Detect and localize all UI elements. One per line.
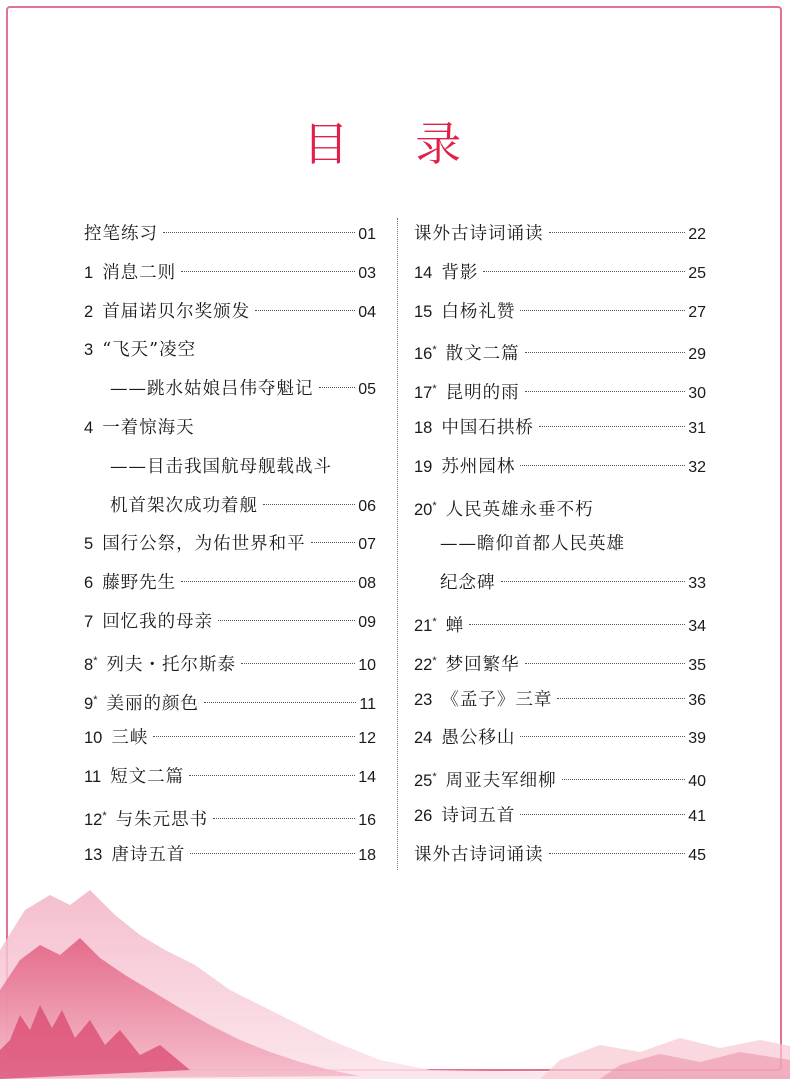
toc-entry[interactable] (84, 603, 376, 642)
toc-entry[interactable] (84, 448, 376, 487)
dot-leader (263, 504, 355, 505)
dot-leader (525, 663, 686, 664)
entry-title: 纪念碑 (440, 573, 496, 594)
entry-title: ——目击我国航母舰载战斗 (110, 456, 332, 477)
entry-title: 愚公移山 (441, 728, 516, 749)
page-number: 33 (688, 575, 706, 593)
entry-number: 2 (84, 302, 94, 321)
toc-entry[interactable] (84, 254, 376, 293)
entry-title: 背影 (441, 262, 479, 283)
page-number: 22 (688, 226, 706, 243)
entry-title: 列夫・托尔斯泰 (106, 654, 236, 675)
page-title: 目 录 (302, 117, 488, 171)
entry-title: 三峡 (111, 728, 149, 749)
toc-entry[interactable] (414, 370, 706, 409)
entry-number: 21* (414, 615, 437, 635)
dot-leader (520, 465, 685, 466)
page-number: 16 (358, 811, 376, 829)
dot-leader (469, 624, 685, 625)
optional-marker: * (432, 344, 437, 357)
page-number: 25 (688, 264, 706, 282)
dot-leader (255, 310, 355, 311)
dot-leader (501, 581, 686, 582)
toc-entry[interactable] (414, 642, 706, 681)
toc-entry[interactable] (414, 215, 706, 254)
page-number: 18 (358, 846, 376, 864)
toc-entry[interactable] (84, 797, 376, 836)
entry-number: 11 (84, 768, 102, 787)
entry-title: 机首架次成功着舰 (110, 495, 258, 516)
toc-entry[interactable] (414, 758, 706, 797)
optional-marker: * (432, 383, 437, 396)
page-number: 10 (358, 656, 376, 674)
toc-entry[interactable] (84, 409, 376, 448)
entry-title: 藤野先生 (102, 573, 177, 594)
entry-title: 梦回繁华 (445, 654, 520, 675)
entry-number: 16* (414, 344, 437, 364)
entry-number: 5 (84, 535, 94, 554)
entry-number: 22* (414, 654, 437, 674)
toc-entry[interactable] (414, 409, 706, 448)
dot-leader (181, 581, 355, 582)
entry-title: 短文二篇 (110, 767, 185, 788)
entry-number: 13 (84, 845, 103, 864)
page-number: 11 (359, 695, 376, 713)
page-number: 35 (688, 656, 706, 674)
dot-leader (241, 663, 355, 664)
entry-number: 26 (414, 806, 433, 825)
entry-title: 中国石拱桥 (441, 417, 534, 438)
entry-number: 20* (414, 499, 437, 519)
dot-leader (520, 814, 685, 815)
entry-title: 白杨礼赞 (441, 301, 516, 322)
entry-title: “飞天”凌空 (102, 340, 197, 361)
toc-entry[interactable] (414, 525, 706, 564)
toc-entry[interactable] (84, 642, 376, 681)
toc-entry[interactable] (84, 564, 376, 603)
page-number: 39 (688, 730, 706, 748)
entry-title: 昆明的雨 (445, 383, 520, 404)
toc-entry[interactable] (414, 603, 706, 642)
dot-leader (562, 779, 686, 780)
entry-title: 与朱元思书 (115, 809, 209, 830)
page-number: 12 (358, 730, 376, 748)
toc-entry[interactable] (84, 215, 376, 254)
entry-title: 首届诺贝尔奖颁发 (102, 301, 251, 322)
entry-title: ——瞻仰首都人民英雄 (440, 534, 625, 555)
dot-leader (319, 387, 356, 388)
dot-leader (189, 775, 355, 776)
entry-title: 《孟子》三章 (441, 689, 553, 710)
dot-leader (539, 426, 685, 427)
toc-entry[interactable] (414, 448, 706, 487)
optional-marker: * (432, 771, 437, 784)
dot-leader (557, 698, 685, 699)
page-number: 07 (358, 536, 376, 554)
entry-title: 控笔练习 (84, 224, 158, 244)
entry-number: 10 (84, 729, 103, 748)
entry-title: 周亚夫军细柳 (445, 771, 557, 792)
dot-leader (549, 232, 686, 233)
optional-marker: * (432, 499, 437, 512)
entry-number: 4 (84, 418, 94, 437)
dot-leader (520, 310, 685, 311)
dot-leader (213, 818, 355, 819)
page-number: 05 (358, 381, 376, 399)
toc-right-column (414, 215, 706, 875)
toc-entry[interactable] (84, 681, 376, 720)
entry-title: 消息二则 (102, 262, 177, 283)
toc-entry[interactable] (84, 758, 376, 797)
toc-entry[interactable] (84, 370, 376, 409)
dot-leader (218, 620, 355, 621)
column-divider (397, 218, 398, 870)
entry-title: 课外古诗词诵读 (414, 224, 544, 244)
page-number: 03 (358, 264, 376, 282)
dot-leader (483, 271, 685, 272)
entry-title: ——跳水姑娘吕伟夺魁记 (110, 379, 314, 400)
optional-marker: * (432, 615, 437, 628)
dot-leader (181, 271, 355, 272)
entry-number: 6 (84, 574, 94, 593)
page-number: 40 (688, 773, 706, 791)
toc-entry[interactable] (414, 254, 706, 293)
toc-entry[interactable] (414, 681, 706, 720)
entry-number: 7 (84, 612, 94, 631)
toc-entry[interactable] (84, 331, 376, 370)
dot-leader (163, 232, 355, 233)
page-number: 27 (688, 303, 706, 321)
entry-title: 一着惊海天 (102, 417, 195, 438)
entry-number: 24 (414, 729, 433, 748)
dot-leader (204, 702, 356, 703)
optional-marker: * (432, 654, 437, 667)
toc-entry[interactable] (84, 719, 376, 758)
page-number: 29 (688, 346, 706, 364)
toc-entry[interactable] (414, 487, 706, 526)
page-number: 45 (688, 846, 706, 864)
dot-leader (311, 542, 356, 543)
toc-entry[interactable] (84, 293, 376, 332)
page-number: 32 (688, 458, 706, 476)
entry-number: 12* (84, 809, 107, 829)
entry-number: 23 (414, 690, 433, 709)
entry-title: 人民英雄永垂不朽 (445, 499, 594, 520)
entry-title: 课外古诗词诵读 (414, 844, 544, 865)
toc-entry[interactable] (84, 525, 376, 564)
page-number: 31 (688, 419, 706, 437)
entry-title: 蝉 (445, 615, 465, 636)
entry-title: 诗词五首 (441, 805, 516, 826)
entry-number: 8* (84, 654, 98, 674)
toc-entry[interactable] (414, 719, 706, 758)
toc-entry[interactable] (414, 293, 706, 332)
entry-title: 唐诗五首 (111, 844, 186, 865)
entry-title: 苏州园林 (441, 456, 516, 477)
page-number: 41 (688, 807, 706, 825)
page-number: 08 (358, 575, 376, 593)
toc-entry[interactable] (414, 331, 706, 370)
entry-number: 9* (84, 693, 98, 713)
toc-entry[interactable] (414, 797, 706, 836)
optional-marker: * (93, 693, 98, 706)
entry-number: 15 (414, 302, 433, 321)
dot-leader (153, 736, 355, 737)
page-number: 30 (688, 385, 706, 403)
page-number: 01 (358, 226, 376, 243)
toc-entry[interactable] (414, 564, 706, 603)
optional-marker: * (93, 654, 98, 667)
entry-number: 18 (414, 418, 433, 437)
entry-number: 1 (84, 263, 94, 282)
landscape-illustration (0, 840, 790, 1079)
entry-title: 美丽的颜色 (106, 693, 199, 714)
dot-leader (525, 352, 686, 353)
toc-entry[interactable] (84, 487, 376, 526)
entry-title: 散文二篇 (445, 344, 520, 365)
optional-marker: * (102, 809, 107, 822)
entry-number: 25* (414, 771, 437, 791)
page-number: 09 (358, 613, 376, 631)
entry-number: 17* (414, 383, 437, 403)
page-number: 36 (688, 691, 706, 709)
page-number: 04 (358, 303, 376, 321)
dot-leader (525, 391, 686, 392)
entry-number: 14 (414, 263, 433, 282)
page-number: 34 (688, 617, 706, 635)
page-number: 06 (358, 497, 376, 515)
dot-leader (520, 736, 685, 737)
entry-number: 19 (414, 457, 433, 476)
toc-left-column (84, 215, 376, 875)
entry-number: 3 (84, 341, 94, 360)
page-number: 14 (358, 769, 376, 787)
entry-title: 国行公祭，为佑世界和平 (102, 534, 306, 555)
entry-title: 回忆我的母亲 (102, 611, 214, 632)
